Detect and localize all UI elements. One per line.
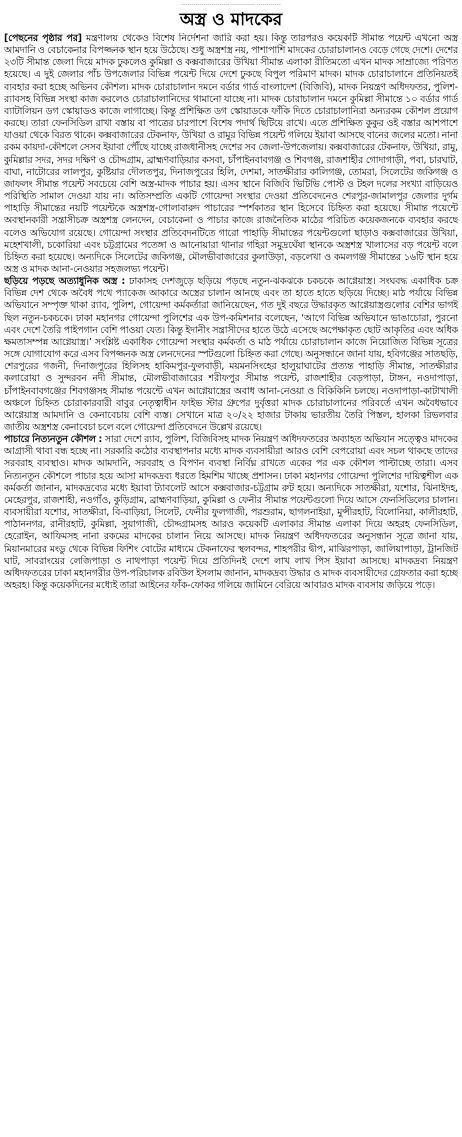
paragraph-text: সারা দেশে র‌্যাব, পুলিশ, বিজিবিসহ মাদক নিয়ন্ত্রণ অধিদফতরের অব্যাহত অভিযান সত্ত্বেও মাদকের আগ্রাসী থাবা বন্ধ হচ্ছে না। সরকারি কঠোর ব্যবস্থাপনার মধ্যে মাদক ব্যবসায়ীরা আরও বেশি বেপরোয়া এবং সচল থাকছে তাদের সরবরাহ ব্যবস্থাও। মাদক আমদানি, সরবরাহ ও বিপণন ব্যবস্থা নির্বিঘ্ন রাখতে একের পর এক কৌশল পাল্টাচ্ছে তারা। এসব নিত্যনতুন কৌশলে পাচার হয়ে আসা মাদকদ্রব্য ধরতে হিমশিম খাচ্ছে প্রশাসন। ঢাকা মহানগর গোয়েন্দা পুলিশের দায়িত্বশীল এক কর্মকর্তা জানান, মাদকদ্রব্যের মধ্যে ইয়াবা ট্যাবলেট আসে কক্সবাজার-চট্টগ্রাম রুট হয়ে। অন্যদিকে সাতক্ষীরা, যশোর, ঝিনাইদহ, মেহেরপুর, রাজশাহী, নওগাঁও, কুড়িগ্রাম, ব্রাহ্মণবাড়িয়া, কুমিল্লা ও ফেনীর সীমান্ত পয়েন্টগুলো দিয়ে আসে ফেনসিডিলের চালান। ব্যবসায়ীরা যশোর, সাতক্ষীরা, বি-বাড়িয়া, সিলেট, ফেনীর ফুলগাজী, পরশুরাম, ছাগলনাইয়া, মুন্সীরহাট, বিলোনিয়া, কালীরহাট, পাঠাননগর, রানীরহাট, কুমিল্লা, সুয়াগাজী, চৌদ্দগ্রামসহ আরও কয়েকটি এলাকার সীমান্ত এলাকা দিয়ে অহরহ ফেনসিডিল, হেরোইন, আফিমসহ নানা রকমের মাদকের চালান নিয়ে আসছে। মাদক নিয়ন্ত্রণ অধিদফতরের অনুসন্ধান সূত্রে জানা যায়, মিয়ানমারের মংডু থেকে বিভিন্ন ফিশিং বোটের মাধ্যমে টেকনাফের স্থলবন্দর, শাহপরীর দ্বীপ, মাঝিরপাড়া, জালিয়াপাড়া, ট্রানজিট ঘাট, সাবরাংয়ের লেজিপাড়া ও নাথপাড়া পয়েন্ট দিয়ে প্রতিদিনই দেশে লাখ লাখ পিস ইয়াবা আসছে। মাদকদ্রব্য নিয়ন্ত্রণ অধিদফতরের ঢাকা মহানগরীর উপ-পরিচালক রবিউল ইসলাম জানান, মাদকদ্রব্য উদ্ধার ও মাদক ব্যবসায়ীদের গ্রেফতার করা হচ্ছে অহরহ। কিন্তু কয়েকদিনের মধ্যেই তারা আইনের ফাঁক-ফোকর গলিয়ে জামিনে বেরিয়ে আবারও মাদক ব্যবসায় জড়িয়ে পড়ে। xyxy=(4,434,458,592)
paragraph-smuggling-tactics xyxy=(4,434,458,592)
subheading-modern-weapons: ছড়িয়ে পড়ছে অত্যাধুনিক অস্ত্র : xyxy=(4,276,126,288)
paragraph-text: মন্ত্রণালয় থেকেও বিশেষ নির্দেশনা জারি করা হয়। কিন্তু তারপরও কয়েকটি সীমান্ত পয়েন্ট এখনো অস্ত্র আমদানি ও বেচাকেনার বিপজ্জনক স্থান হয়ে উঠেছে। শুধু অস্ত্রশস্ত্র নয়, পাশাপাশি মাদকের চোরাচালানও বেড়ে গেছে দেশে। দেশের ২৩টি সীমান্ত জেলা দিয়ে মাদক ঢুকলেও কুমিল্লা ও কক্সবাজারের উখিয়া সীমান্ত এলাকা রীতিমতো এখন মাদক সাম্রাজ্যে পরিণত হয়েছে। এ দুই জেলার পাঁচ উপজেলার বিভিন্ন পয়েন্ট দিয়ে দেশে ঢুকছে বিপুল পরিমাণ মাদক। মাদক চোরাচালানে প্রতিনিয়তই ব্যবহার করা হচ্ছে অভিনব কৌশল। মাদক চোরাচালান দমনে বর্ডার গার্ড বাংলাদেশ (বিজিবি), মাদক নিয়ন্ত্রণ অধিদফতর, পুলিশ-র‌্যাবসহ বিভিন্ন সংস্থা কাজ করলেও চোরাচালানিদের থামানো যাচ্ছে না। মাদক চোরাচালান দমনে কুমিল্লা সীমান্তে ১০ বর্ডার গার্ড ব্যাটালিয়ন ডগ স্কোয়াডও কাজে লাগাচ্ছে। কিন্তু প্রশিক্ষিত ডগ স্কোয়াডকে ফাঁকি দিতে চোরাচালানিরা অন্যরকম কৌশল প্রয়োগ করছে। তারা ফেনসিডিল রাখা বস্তায় বা পাত্রের চারপাশে বিশেষ পদার্থ ছিটিয়ে রাখে। এতে প্রশিক্ষিত কুকুর ওই বস্তার আশপাশে যাওয়া থেকে বিরত থাকে। কক্সবাজারের টেকনাফ, উখিয়া ও রামুর বিভিন্ন পয়েন্ট গলিয়ে ইয়াবা আসছে বানের জলের মতো। নানা রকম কায়দা-কৌশলে সেসব ইয়াবা পৌঁছে যাচ্ছে রাজধানীসহ দেশের সব জেলা-উপজেলায়। কক্সবাজারের টেকনাফ, উখিয়া, রামু, কুমিল্লার সদর, সদর দক্ষিণ ও চৌদ্দগ্রাম, ব্রাহ্মণবাড়িয়ার কসবা, চাঁপাইনবাবগঞ্জ ও শিবগঞ্জ, রাজশাহীর গোদাগাড়ী, পবা, চারঘাট, বাঘা, নাটোরের লালপুর, কুষ্টিয়ার দৌলতপুর, দিনাজপুরের হিলি, দেশমা, সাতক্ষীরার কালিগঞ্জ, তোমরা, সিলেটের জকিগঞ্জ ও জাফলং সীমান্ত পয়েন্ট সবচেয়ে বেশি অস্ত্র-মাদক পাচার হয়। এসব স্থানে বিজিবি ভিটিভি পোস্ট ও টহল দলের সংখ্যা বাড়িয়েও পরিস্থিতি সামাল দেওয়া যায় না। অতিসম্প্রতি একটি গোয়েন্দা সংস্থার দেওয়া প্রতিবেদনেও শেরপুর-জামালপুর জেলার দুর্গম পাহাড়ি সীমান্তের নয়টি পয়েন্টকে অস্ত্রশস্ত্র-গোলাবারুদ পাচারের স্পর্শকাতর স্থান হিসেবে চিহ্নিত করা হয়েছে। সীমান্ত পয়েন্টে অবস্থানকারী সন্ত্রাসীচক্র অস্ত্রশস্ত্র লেনদেন, বেচাকেনা ও পাচার কাজে রাজনৈতিক মাঠের পরিচিত কয়েকজনকে ব্যবহার করছে বলেও অভিযোগ রয়েছে। গোয়েন্দা সংস্থার প্রতিবেদনটিতে গারো পাহাড়ি সীমান্তের পয়েন্টগুলো ছাড়াও কক্সবাজারের উখিয়া, মহেশখালী, চকোরিয়া এবং চট্টগ্রামের পতেঙ্গা ও আনোয়ারা থানার গহিরা সমুদ্রঘেঁষা স্থানকে অস্ত্রশস্ত্র খালাসের বড় পয়েন্ট বলে চিহ্নিত করা হয়েছে। অন্যদিকে সিলেটের জকিগঞ্জ, মৌলভীবাজারের কুলাউড়া, বড়লেখা ও কমলগঞ্জ সীমান্তের ১৬টি স্থান হয়ে অস্ত্র ও মাদক আনা-নেওয়ার সহজলভ্য পয়েন্ট। xyxy=(4,33,458,275)
subheading-smuggling-tactics: পাচারে নিত্যনতুন কৌশল : xyxy=(4,434,103,446)
headline: অস্ত্র ও মাদকের xyxy=(179,10,283,30)
paragraph-continuation xyxy=(4,33,458,276)
article-body xyxy=(4,33,458,1133)
paragraph-modern-weapons xyxy=(4,276,458,434)
continuation-reference: [পেছনের পৃষ্ঠার পর] xyxy=(4,33,82,44)
paragraph-text: ঢাকাসহ দেশজুড়ে ছড়িয়ে পড়ছে নতুন-ঝকঝকে চকচকে আগ্নেয়াস্ত্র। সংঘবদ্ধ একাধিক চক্র বিভিন্ন দেশ থেকে অবৈধ পথে প্যাকেজ আকারে অস্ত্রের চালান আনছে এবং তা হাতে হাতে ছড়িয়ে দিচ্ছে। মাঠ পর্যায়ে বিভিন্ন অভিযানে সম্পৃক্ত থাকা র‌্যাব, পুলিশ, গোয়েন্দা কর্মকর্তারা জানিয়েছেন, গত দুই বছরে উদ্ধারকৃত আগ্নেয়াস্ত্রগুলোর বেশির ভাগই ছিল নতুন-চকচকে। ঢাকা মহানগর গোয়েন্দা পুলিশের এক উপ-কমিশনার বলেছেন, ‘আগে বিভিন্ন অভিযানে ভাঙাচোরা, পুরনো এবং দেশে তৈরি পাইপগান বেশি পাওয়া যেত। কিন্তু ইদানীং সন্ত্রাসীদের হাতে উঠে এসেছে অপেক্ষাকৃত ছোট আকৃতির এবং অধিক ক্ষমতাসম্পন্ন আগ্নেয়াস্ত্র।’ সংশ্লিষ্ট একাধিক গোয়েন্দা সংস্থার কর্মকর্তা ও মাঠ পর্যায়ে চোরাচালান কাজে নিয়োজিত বিভিন্ন সূত্রের সঙ্গে যোগাযোগ করে এসব বিপজ্জনক অস্ত্র লেনদেনের স্পটগুলো চিহ্নিত করা গেছে। অনুসন্ধানে জানা যায়, হবিগঞ্জের সাতছড়ি, শেরপুরের গজনী, দিনাজপুরের হিলিসহ হাকিমপুর-ফুলবাড়ী, ময়মনসিংহের হালুয়াঘাটের প্রত্যন্ত পাহাড়ি সীমান্ত, সাতক্ষীরার কলারোয়া ও সুন্দরবন নদী সীমান্ত, মৌলভীবাজারের শরীফপুর সীমান্ত পয়েন্ট, রাজশাহীর বেড়পাড়া, টাঙ্গন, নওদাপাড়া, চাঁপাইনবাবগঞ্জের শিবগঞ্জসহ সীমান্ত পয়েন্টে এখন আগ্নেয়াস্ত্রের অবাধ আনা-নেওয়া ও বিকিকিনি চলছে। নওদাপাড়া-কাটাখালী অঞ্চলে চিহ্নিত চোরাকারবারী বাবুর নেতৃত্বাধীন ফাইভ স্টার গ্রুপের দুর্বৃত্তরা মাদক চোরাচালানের পরিবর্তে এখন অবৈধভাবে আগ্নেয়াস্ত্র আমদানি ও কেনাবেচায় বেশি ব্যস্ত। সেখানে মাত্র ২০/২২ হাজার টাকায় ভারতীয় তৈরি পিস্তল, হালকা রিভলবার জাতীয় অস্ত্রশস্ত্র কেনাবেচা চলে বলে গোয়েন্দা প্রতিবেদনে উল্লেখ রয়েছে। xyxy=(4,276,458,433)
top-strip: …………………… ………… ………… xyxy=(181,0,281,7)
